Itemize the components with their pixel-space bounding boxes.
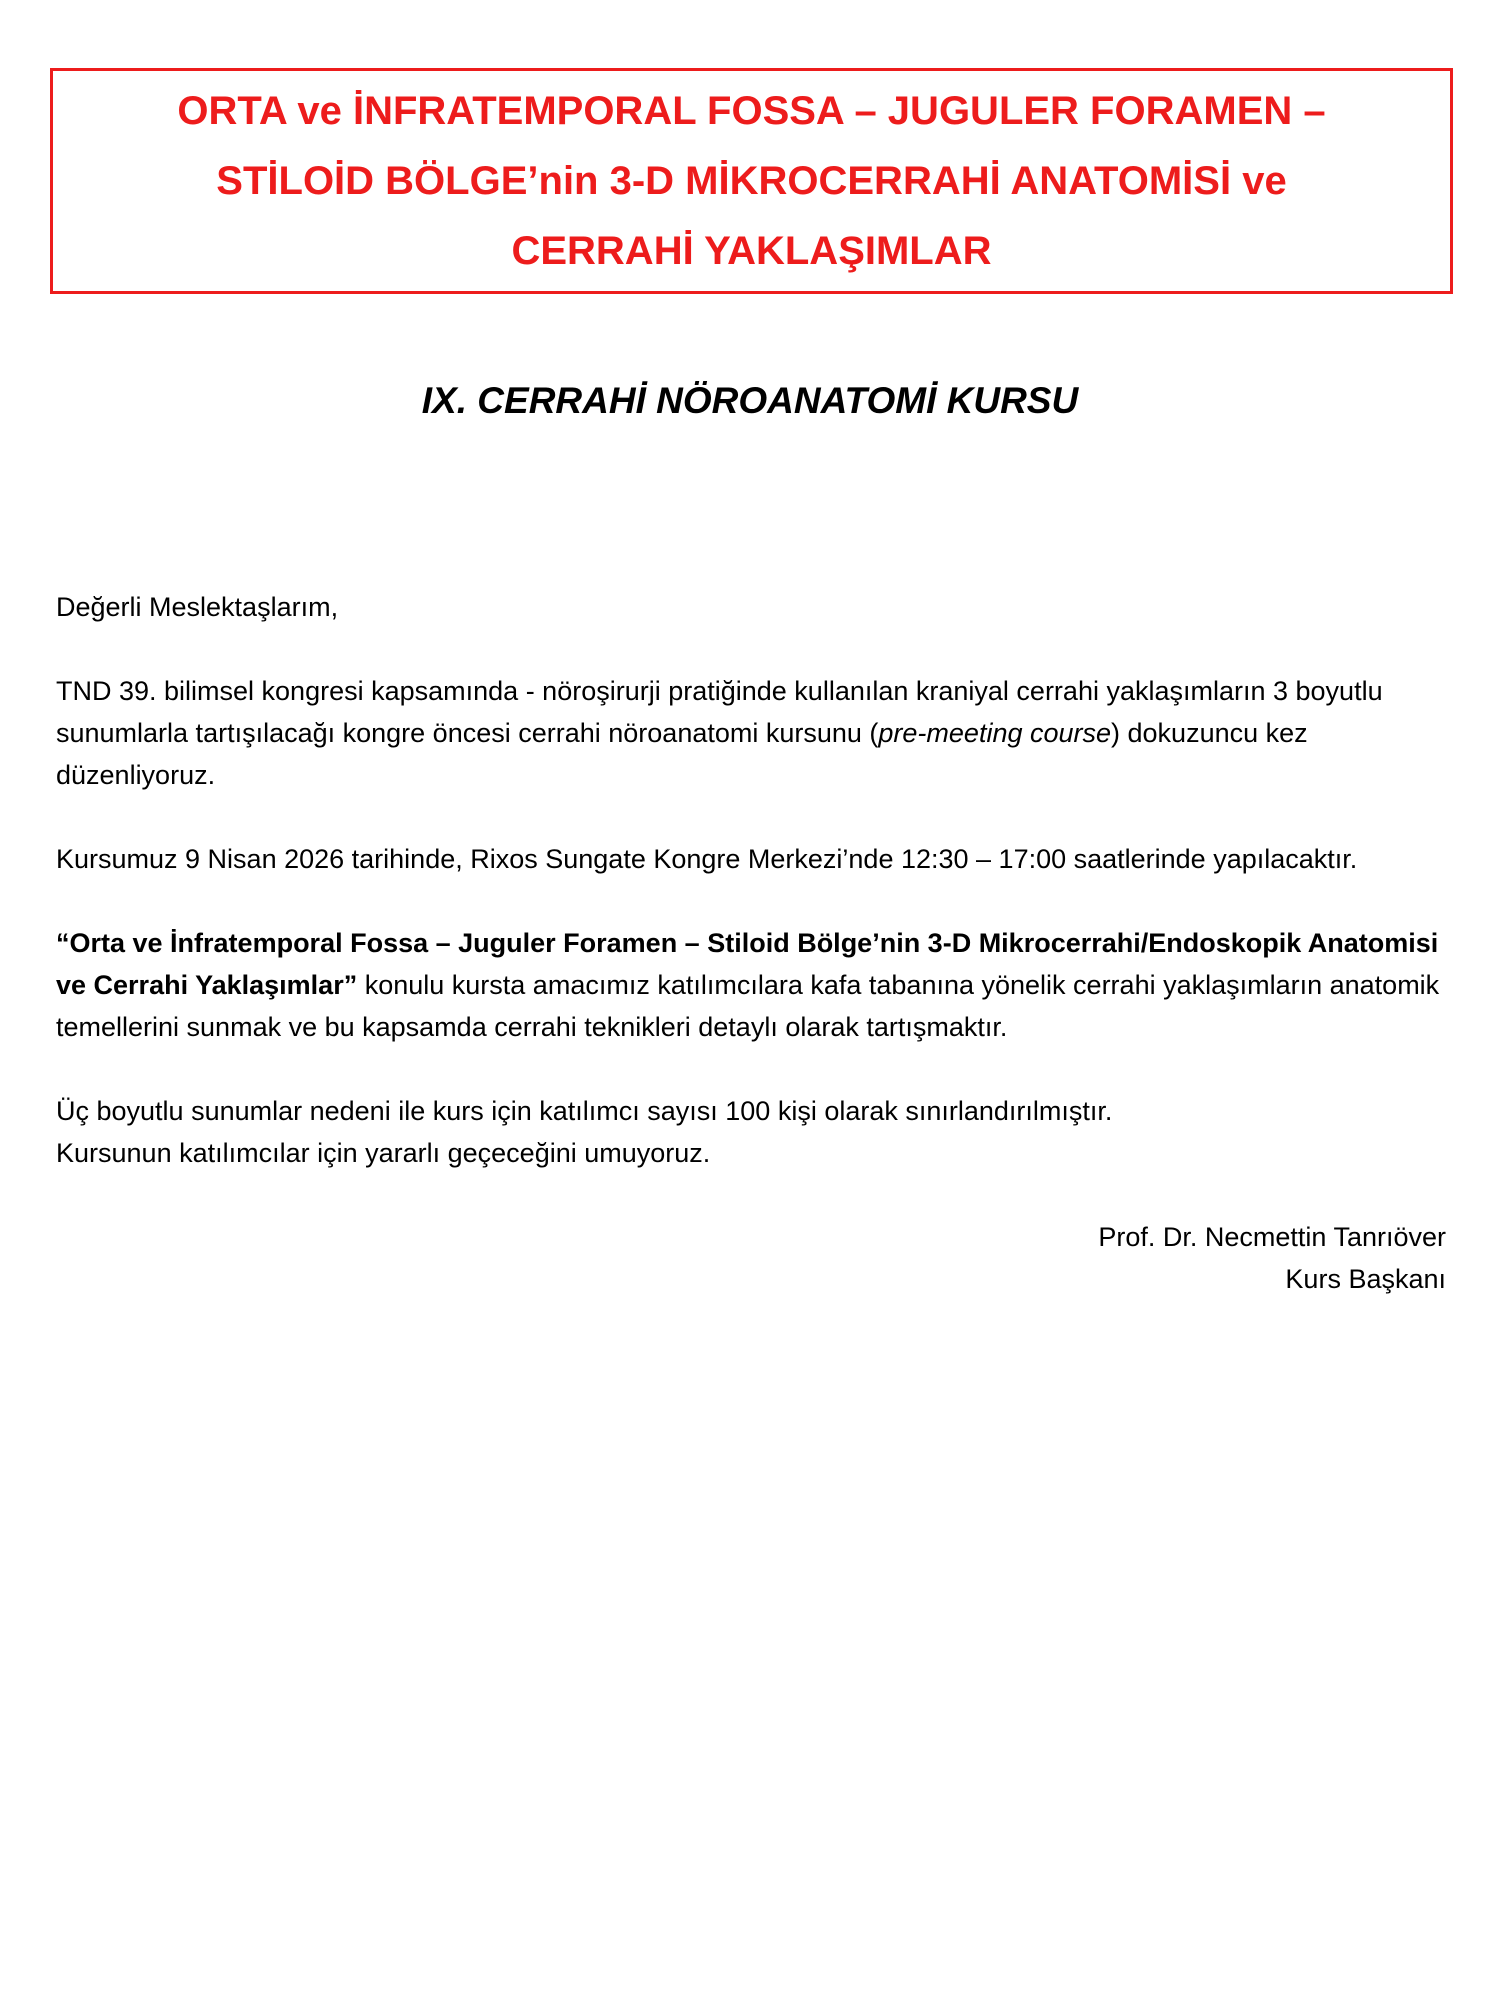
signature-block: [56, 1216, 1446, 1300]
paragraph-course-topic-bold-run: “Orta ve İnfratemporal Fossa – Juguler Foramen – Stiloid Bölge’nin 3-D Mikrocerrahi/Endoskopik Anatomisi ve Cerrahi Yaklaşımlar”: [56, 928, 1439, 1000]
paragraph-date-venue: Kursumuz 9 Nisan 2026 tarihinde, Rixos Sungate Kongre Merkezi’nde 12:30 – 17:00 saatlerinde yapılacaktır.: [56, 844, 1358, 874]
salutation: Değerli Meslektaşlarım,: [56, 592, 339, 622]
page-title-line-3: CERRAHİ YAKLAŞIMLAR: [511, 229, 992, 273]
page-title-line-2: STİLOİD BÖLGE’nin 3-D MİKROCERRAHİ ANATOMİSİ ve: [216, 159, 1287, 203]
signature-role: Kurs Başkanı: [1285, 1264, 1446, 1294]
signature-name: Prof. Dr. Necmettin Tanrıöver: [1098, 1222, 1446, 1252]
paragraph-capacity: [56, 1090, 1446, 1174]
paragraph-congress-text-after: ) dokuzuncu kez düzenliyoruz.: [56, 718, 1308, 790]
paragraph-course-topic: [56, 922, 1446, 1048]
letter-body: [56, 586, 1446, 1300]
title-box: [50, 68, 1453, 294]
course-subtitle: IX. CERRAHİ NÖROANATOMİ KURSU: [421, 380, 1079, 421]
paragraph-congress-italic-run: pre-meeting course: [878, 718, 1112, 748]
page-title-line-1: ORTA ve İNFRATEMPORAL FOSSA – JUGULER FORAMEN –: [177, 89, 1326, 133]
paragraph-course-topic-text: konulu kursta amacımız katılımcılara kafa tabanına yönelik cerrahi yaklaşımların anatomik temellerini sunmak ve bu kapsamda cerrahi teknikleri detaylı olarak tartışmaktır.: [56, 970, 1440, 1042]
paragraph-capacity-line-2: Kursunun katılımcılar için yararlı geçeceğini umuyoruz.: [56, 1138, 711, 1168]
paragraph-capacity-line-1: Üç boyutlu sunumlar nedeni ile kurs için katılımcı sayısı 100 kişi olarak sınırlandırılmıştır.: [56, 1096, 1113, 1126]
paragraph-congress-text: TND 39. bilimsel kongresi kapsamında - nöroşirurji pratiğinde kullanılan kraniyal cerrahi yaklaşımların 3 boyutlu sunumlarla tartışılacağı kongre öncesi cerrahi nöroanatomi kursunu (: [56, 676, 1383, 748]
paragraph-congress: [56, 670, 1446, 796]
